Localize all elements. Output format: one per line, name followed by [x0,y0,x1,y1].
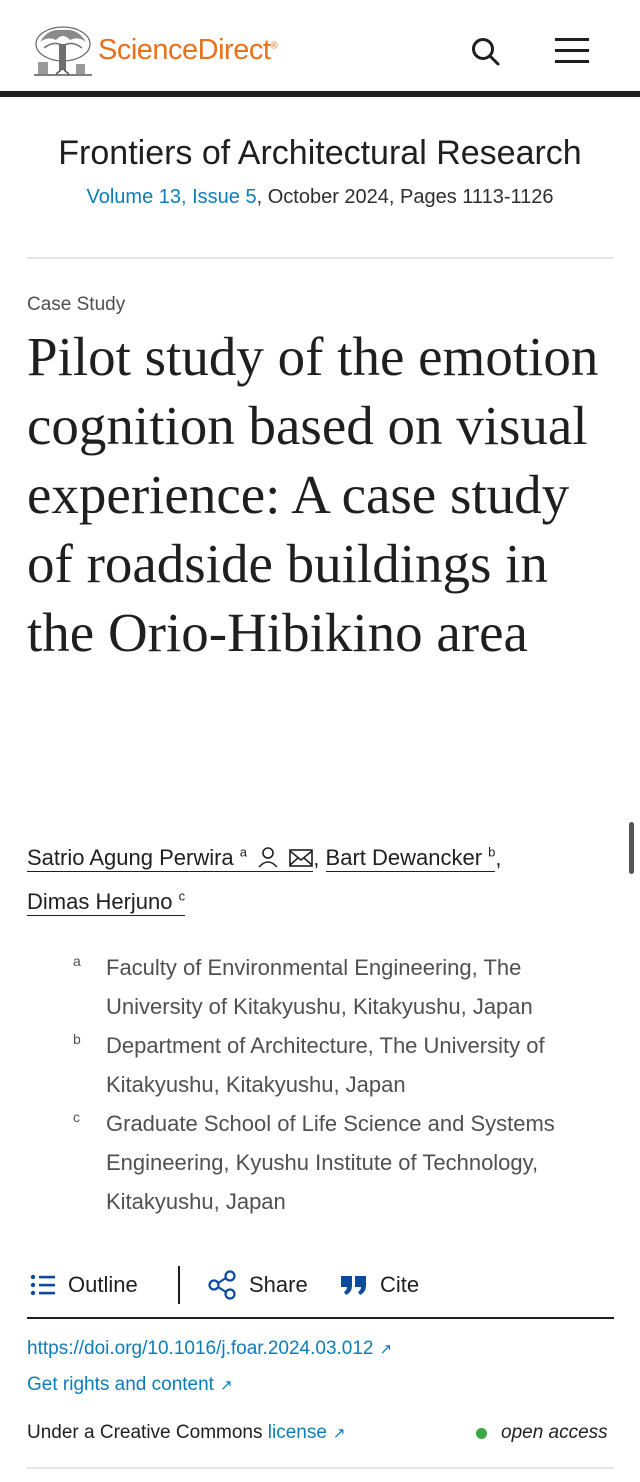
logo-text: ScienceDirect [98,34,271,66]
email-icon [289,848,313,868]
open-access-dot-icon [476,1428,487,1439]
share-icon [207,1270,237,1300]
affiliation-list [73,948,618,1221]
affiliation-text: Graduate School of Life Science and Systems Engineering, Kyushu Institute of Technology, Kitakyushu, Japan [106,1111,555,1214]
affiliation-label: c [73,1109,80,1125]
issue-details: , October 2024, Pages 1113-1126 [256,186,554,208]
outline-button[interactable] [30,1262,138,1308]
author-link[interactable] [27,889,185,916]
toolbar-divider-line [27,1317,614,1319]
affiliation-text: Faculty of Environmental Engineering, The University of Kitakyushu, Kitakyushu, Japan [106,955,533,1019]
search-icon[interactable] [468,34,504,70]
rights-line [27,1374,233,1396]
journal-title[interactable]: Frontiers of Architectural Research [58,134,582,172]
registered-mark: ® [270,40,278,52]
rights-link[interactable]: Get rights and content [27,1374,214,1395]
list-icon [30,1274,56,1296]
author-affil-sup: c [178,888,186,904]
author-separator: , [495,845,502,871]
open-access-label: open access [501,1422,608,1443]
license-line [27,1422,346,1444]
affiliation-label: a [73,953,81,969]
section-divider [27,257,614,259]
author-affil-sup: b [488,845,496,860]
author-name: Dimas Herjuno [27,888,173,914]
volume-issue-link[interactable]: Volume 13, Issue 5 [86,186,257,208]
header-divider [0,91,640,97]
author-name: Bart Dewancker [325,845,483,871]
author-link[interactable] [326,845,496,872]
hamburger-menu-icon[interactable] [552,34,592,68]
article-title: Pilot study of the emotion cognition based on visual experience: A case study of roadside buildings in the Orio-Hibikino area [27,326,599,663]
app-header [0,0,640,92]
article-toolbar [27,1262,614,1308]
cite-button[interactable] [340,1262,419,1308]
affiliation-text: Department of Architecture, The University of Kitakyushu, Kitakyushu, Japan [106,1033,545,1097]
affiliation-item [73,948,618,1026]
toolbar-divider [178,1266,180,1304]
author-link[interactable] [27,845,313,872]
doi-line [27,1338,392,1360]
doi-link[interactable]: https://doi.org/10.1016/j.foar.2024.03.012 [27,1338,374,1359]
author-affil-sup: a [239,845,248,860]
affiliation-label: b [73,1031,81,1047]
elsevier-tree-logo-icon[interactable] [32,24,94,78]
author-list [27,834,617,921]
scrollbar-thumb[interactable] [629,822,634,874]
article-type: Case Study [27,294,126,315]
author-name: Satrio Agung Perwira [27,845,234,871]
affiliation-item [73,1026,618,1104]
issue-info [0,186,640,209]
external-link-icon: ↗ [379,1341,393,1358]
license-prefix: Under a Creative Commons [27,1422,268,1443]
person-icon [257,846,279,868]
outline-label: Outline [68,1272,138,1297]
quote-icon [340,1274,368,1296]
cite-label: Cite [380,1272,420,1297]
affiliation-item [73,1104,618,1221]
external-link-icon: ↗ [332,1425,346,1442]
share-button[interactable] [207,1262,308,1308]
author-separator: , [313,845,320,871]
sciencedirect-logo[interactable] [98,34,277,67]
section-divider [27,1467,614,1469]
share-label: Share [249,1272,308,1297]
external-link-icon: ↗ [219,1377,233,1394]
license-link[interactable]: license [267,1422,327,1443]
open-access-badge [476,1422,608,1444]
